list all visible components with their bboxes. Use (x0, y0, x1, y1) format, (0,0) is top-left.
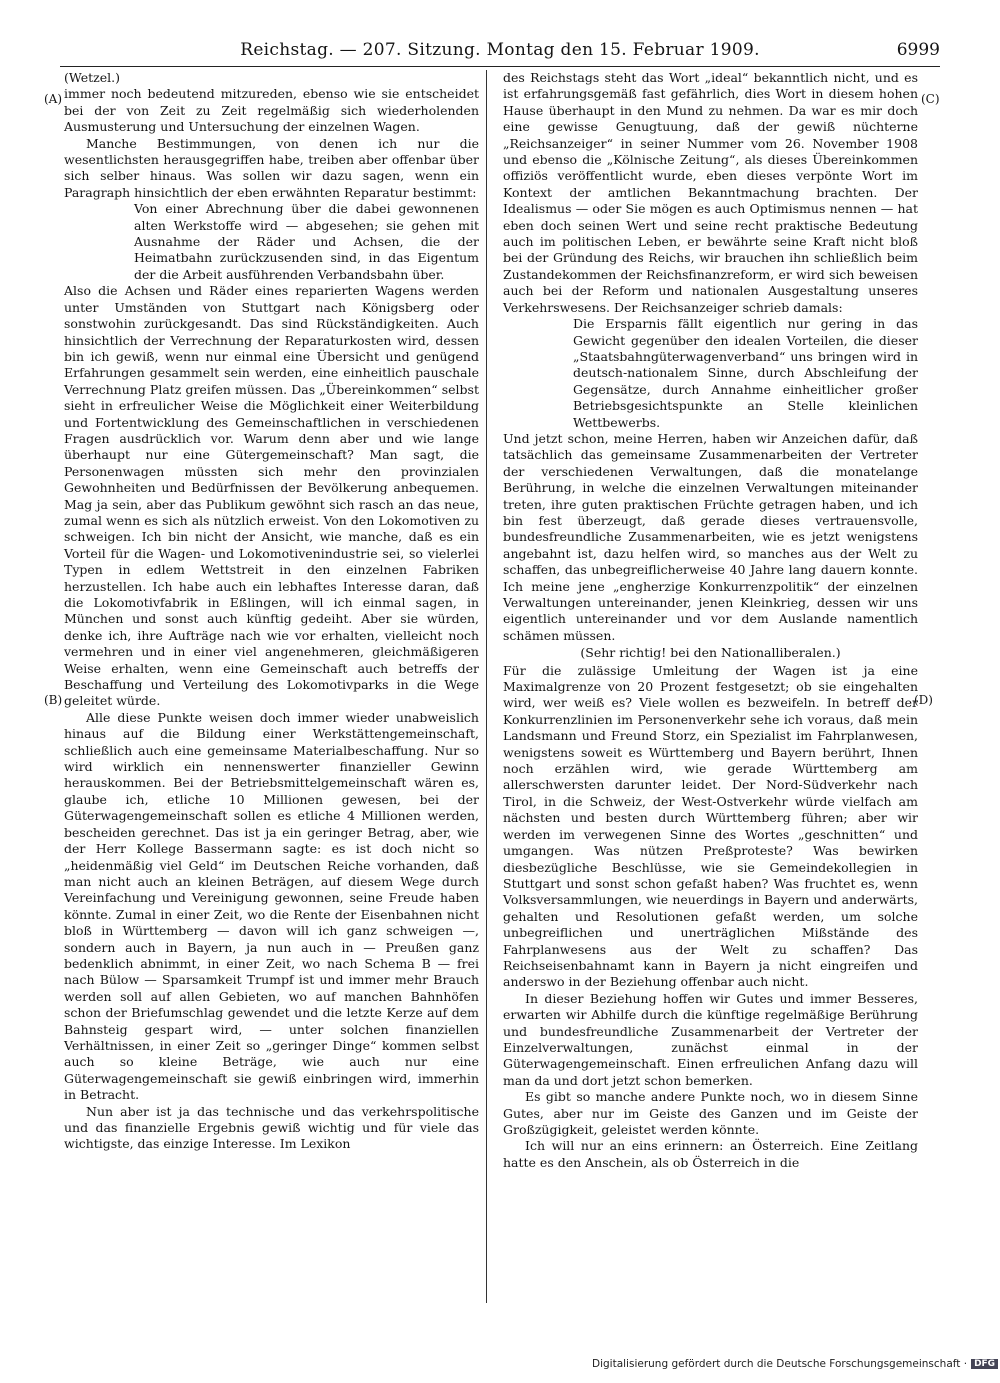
margin-marker-c: (C) (921, 92, 940, 106)
header-rule (60, 66, 940, 67)
funding-footer (592, 1358, 998, 1370)
margin-marker-d: (D) (914, 693, 933, 707)
block-quote: Die Ersparnis fällt eigentlich nur gering in das Gewicht gegenüber den idealen Vorteilen, die dieser „Staatsbahngüterwagenverband“ uns bringen wird in deutsch-nationalem Sinne, durch Abschleifung der Gegensätze, durch Annahme einheitlicher großer Betriebsgesichtspunkte an Stelle kleinlichen Wettbewerbs. (573, 316, 918, 430)
speaker-label: (Wetzel.) (64, 70, 120, 85)
left-column (64, 70, 479, 1153)
paragraph: des Reichstags steht das Wort „ideal“ bekanntlich nicht, und es ist erfahrungsgemäß fast gefährlich, dies Wort in diesem hohen Hause überhaupt in den Mund zu nehmen. Da war es mir doch eine gewisse Genugtuung, daß der gewiß nüchterne „Reichsanzeiger“ in seiner Nummer vom 26. November 1908 und ebenso die „Kölnische Zeitung“, als dieses Übereinkommen offiziös veröffentlicht wurde, eben dieses verpönte Wort im Kontext der amtlichen Bekanntmachung brachten. Der Idealismus — oder Sie mögen es auch Optimismus nennen — hat eben doch seinen Wert und seine recht praktische Bedeutung auch im politischen Leben, er bewährte seine Kraft nicht bloß bei der Gründung des Reichs, wir brauchen ihn schließlich beim Zustandekommen der Reichsfinanzreform, er wird sich beweisen auch bei der Reform und nationalen Ausgestaltung unseres Verkehrswesens. Der Reichsanzeiger schrieb damals: (503, 70, 918, 315)
paragraph: Alle diese Punkte weisen doch immer wieder unabweislich hinaus auf die Bildung einer Werkstättengemeinschaft, schließlich auch eine gemeinsame Materialbeschaffung. Nur so wird wirklich ein nennenswerter finanzieller Gewinn herauskommen. Bei der Betriebsmittelgemeinschaft wären es, glaube ich, etliche 10 Millionen gewesen, bei der Güterwagengemeinschaft sollen es etliche 4 Millionen werden, bescheiden gerechnet. Das ist ja ein geringer Betrag, aber, wie der Herr Kollege Bassermann sagte: es ist doch nicht so „heidenmäßig viel Geld“ im Deutschen Reiche vorhanden, daß man nicht auch an kleinen Beträgen, auf diesem Wege durch Vereinfachung und Vereinigung gewonnen, seine Freude haben könnte. Zumal in einer Zeit, wo die Rente der Eisenbahnen nicht bloß in Württemberg — davon will ich ganz schweigen —, sondern auch in Bayern, ja nun auch in — Preußen ganz bedenklich abnimmt, in einer Zeit, wo nach Schema B — frei nach Bülow — Sparsamkeit Trumpf ist und immer mehr Brauch werden soll auf allen Gebieten, wo auf manchen Bahnhöfen schon der Briefumschlag gewendet und die letzte Kerze auf dem Bahnsteig gespart wird, — unter solchen finanziellen Verhältnissen, in einer Zeit so „geringer Dinge“ kommen selbst auch so kleine Beträge, wie auch nur eine Güterwagengemeinschaft sie gewiß einbringen wird, immerhin in Betracht. (64, 709, 479, 1103)
running-title: Reichstag. — 207. Sitzung. Montag den 15. Februar 1909. (240, 40, 760, 60)
page-header (60, 40, 940, 66)
page-number: 6999 (896, 40, 940, 60)
paragraph: Und jetzt schon, meine Herren, haben wir Anzeichen dafür, daß tatsächlich das gemeinsame Zusammenarbeiten der Vertreter der verschiedenen Verwaltungen, daß die monatelange Berührung, in welche die einzelnen Verwaltungen miteinander treten, ihre guten praktischen Früchte getragen haben, und ich bin fest überzeugt, daß gerade dieses vertrauensvolle, bundesfreundliche Zusammenarbeiten, wie es jetzt wenigstens angebahnt ist, dazu helfen wird, so manches aus der Welt zu schaffen, das unbegreiflicherweise 40 Jahre lang dauern konnte. Ich meine jene „engherzige Konkurrenzpolitik“ der einzelnen Verwaltungen untereinander, jenen Kleinkrieg, dessen wir uns eigentlich untereinander und vor dem Auslande namentlich schämen müssen. (503, 430, 918, 643)
paragraph: Also die Achsen und Räder eines reparierten Wagens werden unter Umständen von Stuttgart nach Königsberg oder sonstwohin zurückgesandt. Das sind Rückständigkeiten. Auch hinsichtlich der Verrechnung der Reparaturkosten wird, dessen bin ich gewiß, wenn nur einmal eine Übersicht und genügend Erfahrungen gesammelt sein werden, eine einheitlich pauschale Verrechnung Platz greifen müssen. Das „Übereinkommen“ selbst sieht in erfreulicher Weise die Möglichkeit einer Weiterbildung und Fortentwicklung des Gemeinschaftlichen in verschiedenen Fragen ausdrücklich vor. Warum denn aber und wie lange überhaupt nur eine Gütergemeinschaft? Man sagt, die Personenwagen müssten sich mehr den provinzialen Gewohnheiten und Bedürfnissen der Bevölkerung anbequemen. Mag ja sein, aber das Publikum gewöhnt sich rasch an das neue, zumal wenn es sich als nützlich erweist. Von den Lokomotiven zu schweigen. Ich bin nicht der Ansicht, wie manche, daß es ein Vorteil für die Wagen- und Lokomotivenindustrie sei, so vielerlei Typen in edlem Wettstreit in den einzelnen Fabriken herzustellen. Ich habe auch ein lebhaftes Interesse daran, daß die Lokomotivfabrik in Eßlingen, will ich einmal sagen, in München und sonst auch künftig gedeiht. Aber sie würden, denke ich, ihre Aufträge nach wie vor erhalten, vielleicht noch vermehren und in einer viel angenehmeren, gleichmäßigeren Weise erhalten, wenn eine Gemeinschaft auch betreffs der Beschaffung und Verteilung des Lokomotivparks in die Wege geleitet würde. (64, 283, 479, 709)
paragraph: immer noch bedeutend mitzureden, ebenso wie sie entscheidet bei der von Zeit zu Zeit regelmäßig sich wiederholenden Ausmusterung und Untersuchung der einzelnen Wagen. (64, 86, 479, 135)
paragraph: In dieser Beziehung hoffen wir Gutes und immer Besseres, erwarten wir Abhilfe durch die künftige regelmäßige Berührung und bundesfreundliche Zusammenarbeit der Vertreter der Einzelverwaltungen, zunächst einmal in der Güterwagengemeinschaft. Einen erfreulichen Anfang dazu will man da und dort jetzt schon bemerken. (503, 990, 918, 1088)
paragraph: Es gibt so manche andere Punkte noch, wo in diesem Sinne Gutes, aber nur im Geiste des Ganzen und im Geiste der Großzügigkeit, geleistet werden könnte. (503, 1089, 918, 1137)
paragraph: Manche Bestimmungen, von denen ich nur die wesentlichsten herausgegriffen habe, treiben aber offenbar über sich selber hinaus. Was sollen wir dazu sagen, wenn ein Paragraph hinsichtlich der eben erwähnten Reparatur bestimmt: (64, 135, 479, 200)
dfg-logo: DFG (971, 1359, 998, 1369)
margin-marker-b: (B) (44, 693, 63, 707)
block-quote: Von einer Abrechnung über die dabei gewonnenen alten Werkstoffe wird — abgesehen; sie gehen mit Ausnahme der Räder und Achsen, die der Heimatbahn zurückzusenden sind, in das Eigentum der die Arbeit ausführenden Verbandsbahn über. (134, 201, 479, 282)
paragraph: Für die zulässige Umleitung der Wagen ist ja eine Maximalgrenze von 20 Prozent festgesetzt; ob sie eingehalten wird, wer weiß es? Viele wollen es bezweifeln. In betreff der Konkurrenzlinien im Personenverkehr sehe ich voraus, daß mein Landsmann und Freund Storz, ein Spezialist im Fahrplanwesen, wenigstens soweit es Württemberg und Bayern berührt, Ihnen noch erzählen wird, wie gerade Württemberg am allerschwersten darunter leidet. Der Nord-Südverkehr nach Tirol, in die Schweiz, der West-Ostverkehr würde vielfach am nächsten und besten durch Württemberg führen; aber wir werden im verwegenen Sinne des Wortes „geschnitten“ und umgangen. Was nützen Preßproteste? Was bewirken diesbezügliche Beschlüsse, wie sie Gemeindekollegien in Stuttgart und sonst schon gefaßt haben? Was fruchtet es, wenn Volksversammlungen, wie neuerdings in Bayern und anderwärts, gehalten und Resolutionen gefaßt werden, um solche unbegreiflichen und unerträglichen Mißstände des Fahrplanwesens aus der Welt zu schaffen? Das Reichseisenbahnamt kann in Bayern ja nicht eingreifen und anderswo in der Beziehung offenbar auch nicht. (503, 662, 918, 990)
footer-text: Digitalisierung gefördert durch die Deutsche Forschungsgemeinschaft · (592, 1358, 968, 1370)
paragraph: Ich will nur an eins erinnern: an Österreich. Eine Zeitlang hatte es den Anschein, als ob Österreich in die (503, 1138, 918, 1170)
margin-marker-a: (A) (44, 92, 63, 106)
column-divider (486, 70, 487, 1303)
paragraph: Nun aber ist ja das technische und das verkehrspolitische und das finanzielle Ergebnis gewiß wichtig und für viele das wichtigste, das einzige Interesse. Im Lexikon (64, 1103, 479, 1152)
right-column (503, 70, 918, 1171)
applause-note: (Sehr richtig! bei den Nationalliberalen.) (580, 645, 841, 661)
